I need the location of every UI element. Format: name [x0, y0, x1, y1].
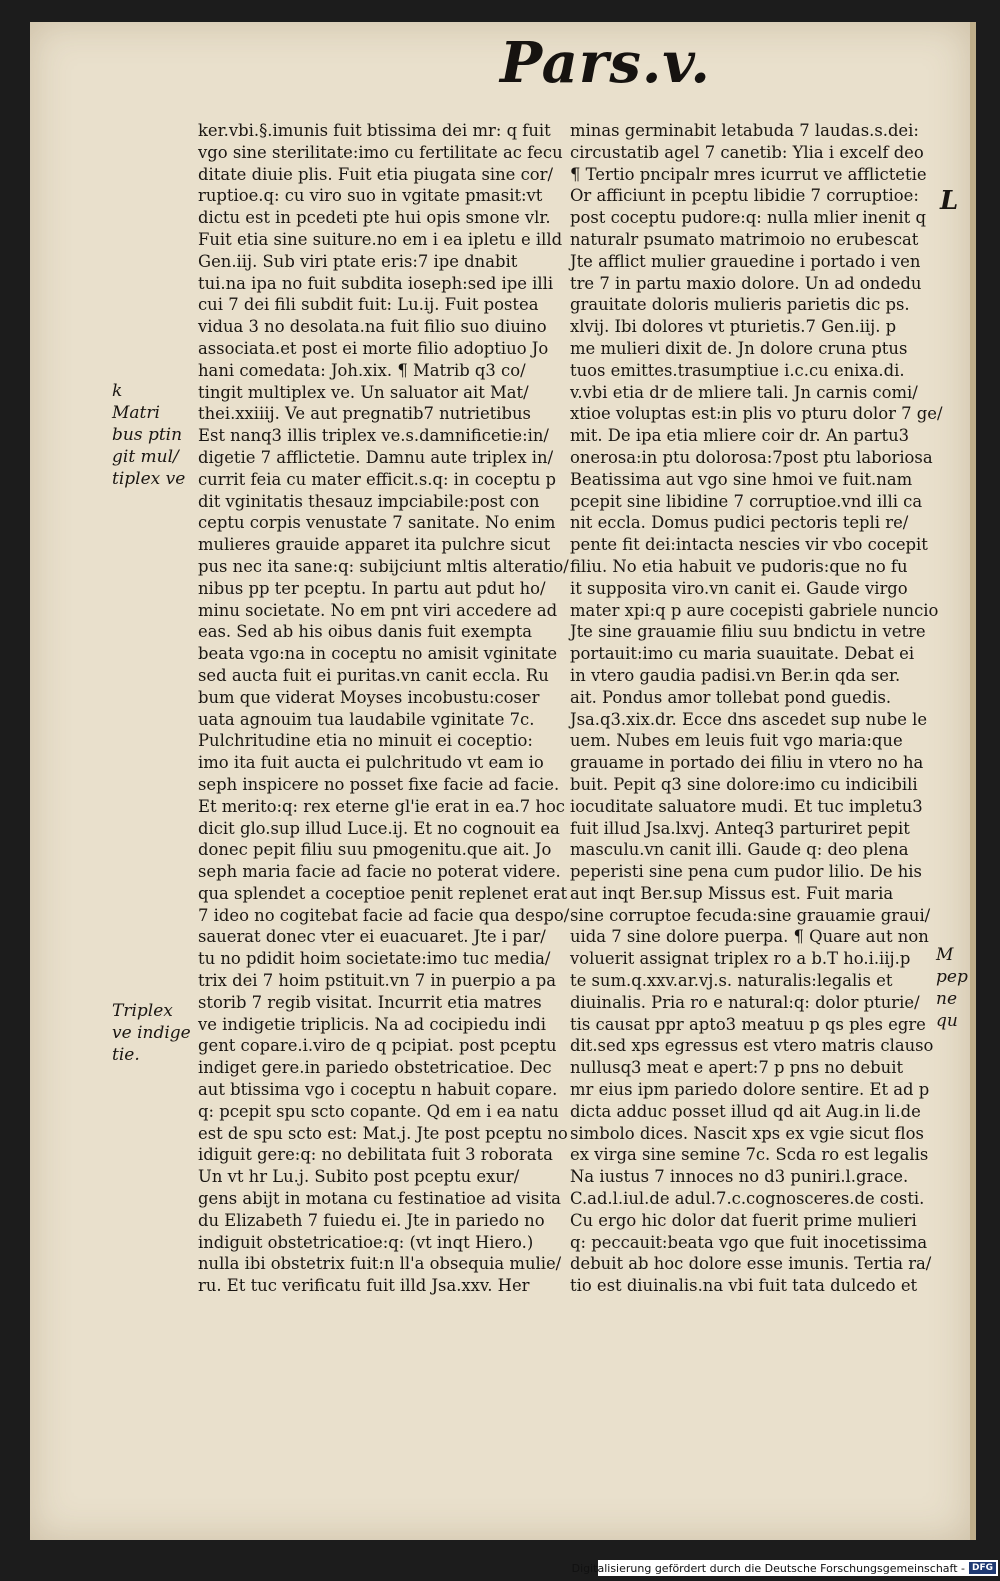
marginal-line: ve indige — [112, 1023, 191, 1043]
marginal-line: tiplex ve — [112, 469, 186, 489]
text-line: minas germinabit letabuda 7 laudas.s.dei: — [570, 121, 919, 140]
marginal-note-left-top — [112, 380, 192, 490]
text-line: vgo sine sterilitate:imo cu fertilitate ac fecu — [198, 142, 563, 162]
text-line: uata agnouim tua laudabile vginitate 7c. — [198, 709, 535, 729]
text-line: tuos emittes.trasumptiue i.c.cu enixa.di. — [570, 360, 905, 380]
text-line: seph inspicere no posset fixe facie ad facie. — [198, 774, 560, 794]
text-line: nullusq3 meat e apert:7 p pns no debuit — [570, 1058, 904, 1078]
text-line: eas. Sed ab his oibus danis fuit exempta — [198, 622, 532, 642]
text-line: tre 7 in partu maxio dolore. Un ad ondedu — [570, 273, 922, 293]
text-line: hani comedata: Joh.xix. ¶ Matrib q3 co/ — [198, 360, 526, 380]
text-line: Est nanq3 illis triplex ve.s.damnificetie:in/ — [198, 426, 549, 446]
text-line: Et merito:q: rex eterne gl'ie erat in ea.7 hoc — [198, 796, 565, 816]
marginal-line: pep — [936, 967, 968, 987]
text-line: 7 ideo no cogitebat facie ad facie qua despo/ — [198, 905, 570, 925]
text-line: Fuit etia sine suiture.no em i ea ipletu e illd — [198, 229, 563, 249]
text-line: mulieres grauide apparet ita pulchre sicut — [198, 535, 551, 555]
text-line: uida 7 sine dolore puerpa. ¶ Quare aut non — [570, 927, 929, 947]
text-line: trix dei 7 hoim pstituit.vn 7 in puerpio a pa — [198, 971, 557, 991]
text-line: vidua 3 no desolata.na fuit filio suo diuino — [198, 317, 547, 337]
text-line: onerosa:in ptu dolorosa:7post ptu laboriosa — [570, 447, 933, 467]
text-line: sed aucta fuit ei puritas.vn canit eccla. Ru — [198, 665, 549, 685]
text-line: Gen.iij. Sub viri ptate eris:7 ipe dnabit — [198, 251, 518, 271]
text-line: storib 7 regib visitat. Incurrit etia matres — [198, 992, 542, 1012]
text-line: thei.xxiiij. Ve aut pregnatib7 nutrietibus — [198, 404, 531, 424]
text-line: dit.sed xps egressus est vtero matris clauso — [570, 1036, 934, 1056]
text-line: masculu.vn canit illi. Gaude q: deo plena — [570, 840, 909, 860]
text-line: qua splendet a coceptioe penit replenet erat — [198, 883, 568, 903]
text-line: mater xpi:q p aure cocepisti gabriele nuncio — [570, 600, 939, 620]
text-line: ¶ Tertio pncipalr mres icurrut ve afflictetie — [570, 164, 927, 184]
text-line: grauitate doloris mulieris parietis dic ps. — [570, 295, 910, 315]
marginal-line: ne — [936, 989, 958, 1009]
text-line: in vtero gaudia padisi.vn Ber.in qda ser. — [570, 665, 901, 685]
text-line: post coceptu pudore:q: nulla mlier inenit q — [570, 208, 926, 228]
text-line: aut btissima vgo i coceptu n habuit copare. — [198, 1080, 558, 1100]
text-line: iocuditate saluatore mudi. Et tuc impletu3 — [570, 796, 923, 816]
marginal-note-left-bottom — [112, 1000, 192, 1066]
marginal-line: Triplex — [112, 1001, 173, 1021]
text-line: indiguit obstetricatioe:q: (vt inqt Hiero.) — [198, 1232, 534, 1252]
text-line: idiguit gere:q: no debilitata fuit 3 roborata — [198, 1145, 553, 1165]
text-line: it supposita viro.vn canit ei. Gaude virgo — [570, 578, 908, 598]
text-line: pente fit dei:intacta nescies vir vbo cocepit — [570, 535, 928, 555]
text-line: minu societate. No em pnt viri accedere ad — [198, 600, 558, 620]
text-line: seph maria facie ad facie no poterat videre. — [198, 862, 561, 882]
text-column-left — [198, 120, 576, 1297]
text-column-right — [570, 120, 962, 1297]
text-line: mit. De ipa etia mliere coir dr. An partu3 — [570, 426, 910, 446]
text-line: Jte afflict mulier grauedine i portado i ven — [570, 251, 921, 271]
text-line: naturalr psumato matrimoio no erubescat — [570, 229, 919, 249]
text-line: filiu. No etia habuit ve pudoris:que no fu — [570, 556, 908, 576]
text-line: me mulieri dixit de. Jn dolore cruna ptus — [570, 338, 908, 358]
text-line: aut inqt Ber.sup Missus est. Fuit maria — [570, 883, 894, 903]
text-line: buit. Pepit q3 sine dolore:imo cu indicibili — [570, 774, 918, 794]
text-line: fuit illud Jsa.lxvj. Anteq3 parturiret pepit — [570, 818, 910, 838]
text-line: grauame in portado dei filiu in vtero no ha — [570, 753, 924, 773]
text-line: beata vgo:na in coceptu no amisit vginitate — [198, 644, 558, 664]
text-line: ruptioe.q: cu viro suo in vgitate pmasit:vt — [198, 186, 543, 206]
text-line: ker.vbi.§.imunis fuit btissima dei mr: q fuit — [198, 121, 551, 140]
text-line: simbolo dices. Nascit xps ex vgie sicut flos — [570, 1123, 924, 1143]
text-line: tingit multiplex ve. Un saluator ait Mat/ — [198, 382, 529, 402]
text-line: imo ita fuit aucta ei pulchritudo vt eam io — [198, 753, 544, 773]
text-line: diuinalis. Pria ro e natural:q: dolor pturie/ — [570, 992, 920, 1012]
text-line: mr eius ipm pariedo dolore sentire. Et ad p — [570, 1080, 930, 1100]
text-line: nulla ibi obstetrix fuit:n ll'a obsequia mulie/ — [198, 1254, 562, 1274]
text-line: tui.na ipa no fuit subdita ioseph:sed ipe illi — [198, 273, 554, 293]
text-line: te sum.q.xxv.ar.vj.s. naturalis:legalis et — [570, 971, 893, 991]
text-line: du Elizabeth 7 fuiedu ei. Jte in pariedo no — [198, 1210, 545, 1230]
text-line: Na iustus 7 innoces no d3 puniri.l.grace. — [570, 1167, 909, 1187]
text-line: peperisti sine pena cum pudor lilio. De his — [570, 862, 922, 882]
dfg-logo: DFG — [969, 1562, 996, 1574]
text-line: currit feia cu mater efficit.s.q: in coceptu p — [198, 469, 556, 489]
text-line: Jsa.q3.xix.dr. Ecce dns ascedet sup nube le — [570, 709, 928, 729]
marginal-letter-right: L — [940, 186, 959, 216]
text-line: Jte sine grauamie filiu suu bndictu in vetre — [570, 622, 926, 642]
text-line: gent copare.i.viro de q pcipiat. post pceptu — [198, 1036, 557, 1056]
text-line: dicit glo.sup illud Luce.ij. Et no cognouit ea — [198, 818, 560, 838]
text-line: v.vbi etia dr de mliere tali. Jn carnis comi/ — [570, 382, 918, 402]
text-line: debuit ab hoc dolore esse imunis. Tertia ra/ — [570, 1254, 932, 1274]
marginal-line: k — [112, 381, 123, 401]
text-line: indiget gere.in pariedo obstetricatioe. Dec — [198, 1058, 552, 1078]
text-line: q: pcepit spu scto copante. Qd em i ea natu — [198, 1101, 559, 1121]
text-line: sauerat donec vter ei euacuaret. Jte i par/ — [198, 927, 546, 947]
text-line: ru. Et tuc verificatu fuit illd Jsa.xxv. Her — [198, 1276, 530, 1296]
text-line: dicta adduc posset illud qd ait Aug.in li.de — [570, 1101, 921, 1121]
text-line: tio est diuinalis.na vbi fuit tata dulcedo et — [570, 1276, 918, 1296]
text-line: nibus pp ter pceptu. In partu aut pdut ho/ — [198, 578, 546, 598]
text-line: xtioe voluptas est:in plis vo pturu dolor 7 ge/ — [570, 404, 943, 424]
text-line: est de spu scto est: Mat.j. Jte post pceptu no — [198, 1123, 568, 1143]
text-line: ceptu corpis venustate 7 sanitate. No enim — [198, 513, 556, 533]
text-line: tu no pdidit hoim societate:imo tuc media/ — [198, 949, 551, 969]
text-line: nit eccla. Domus pudici pectoris tepli re/ — [570, 513, 909, 533]
text-line: pus nec ita sane:q: subijciunt mltis alteratio/ — [198, 556, 569, 576]
text-line: uem. Nubes em leuis fuit vgo maria:que — [570, 731, 903, 751]
text-line: q: peccauit:beata vgo que fuit inocetissima — [570, 1232, 928, 1252]
text-line: dit vginitatis thesauz impciabile:post con — [198, 491, 540, 511]
text-line: Beatissima aut vgo sine hmoi ve fuit.nam — [570, 469, 913, 489]
marginal-line: git mul/ — [112, 447, 179, 467]
page-edge — [970, 22, 976, 1540]
text-line: portauit:imo cu maria suauitate. Debat ei — [570, 644, 915, 664]
marginal-line: M — [936, 945, 954, 965]
text-line: ditate diuie plis. Fuit etia piugata sine cor/ — [198, 164, 553, 184]
text-line: associata.et post ei morte filio adoptiuo Jo — [198, 338, 549, 358]
text-line: ve indigetie triplicis. Na ad cocipiedu indi — [198, 1014, 547, 1034]
digitization-footer — [571, 1560, 998, 1576]
text-line: Pulchritudine etia no minuit ei coceptio: — [198, 731, 533, 751]
footer-text: Digitalisierung gefördert durch die Deutsche Forschungsgemeinschaft - — [571, 1561, 965, 1575]
text-line: tis causat ppr apto3 meatuu p qs ples egre — [570, 1014, 926, 1034]
text-line: cui 7 dei fili subdit fuit: Lu.ij. Fuit postea — [198, 295, 539, 315]
text-line: Cu ergo hic dolor dat fuerit prime mulieri — [570, 1210, 917, 1230]
text-line: Or afficiunt in pceptu libidie 7 corruptioe: — [570, 186, 919, 206]
marginal-line: qu — [936, 1011, 958, 1031]
marginal-line: tie. — [112, 1045, 140, 1065]
text-line: digetie 7 afflictetie. Damnu aute triplex in/ — [198, 447, 554, 467]
page-title: Pars.v. — [500, 30, 711, 96]
text-line: bum que viderat Moyses incobustu:coser — [198, 687, 540, 707]
marginal-line: Matri — [112, 403, 160, 423]
text-line: pcepit sine libidine 7 corruptioe.vnd illi ca — [570, 491, 923, 511]
marginal-line: bus ptin — [112, 425, 183, 445]
text-line: xlvij. Ibi dolores vt pturietis.7 Gen.iij. p — [570, 317, 897, 337]
text-line: ait. Pondus amor tollebat pond guedis. — [570, 687, 892, 707]
text-line: C.ad.l.iul.de adul.7.c.cognosceres.de costi. — [570, 1189, 925, 1209]
text-line: ex virga sine semine 7c. Scda ro est legalis — [570, 1145, 929, 1165]
text-line: circustatib agel 7 canetib: Ylia i excelf deo — [570, 142, 924, 162]
text-line: sine corruptoe fecuda:sine grauamie graui/ — [570, 905, 931, 925]
text-line: voluerit assignat triplex ro a b.T ho.i.iij.p — [570, 949, 911, 969]
text-line: Un vt hr Lu.j. Subito post pceptu exur/ — [198, 1167, 520, 1187]
text-line: donec pepit filiu suu pmogenitu.que ait. Jo — [198, 840, 552, 860]
text-line: dictu est in pcedeti pte hui opis smone vlr. — [198, 208, 551, 228]
text-line: gens abijt in motana cu festinatioe ad visita — [198, 1189, 561, 1209]
